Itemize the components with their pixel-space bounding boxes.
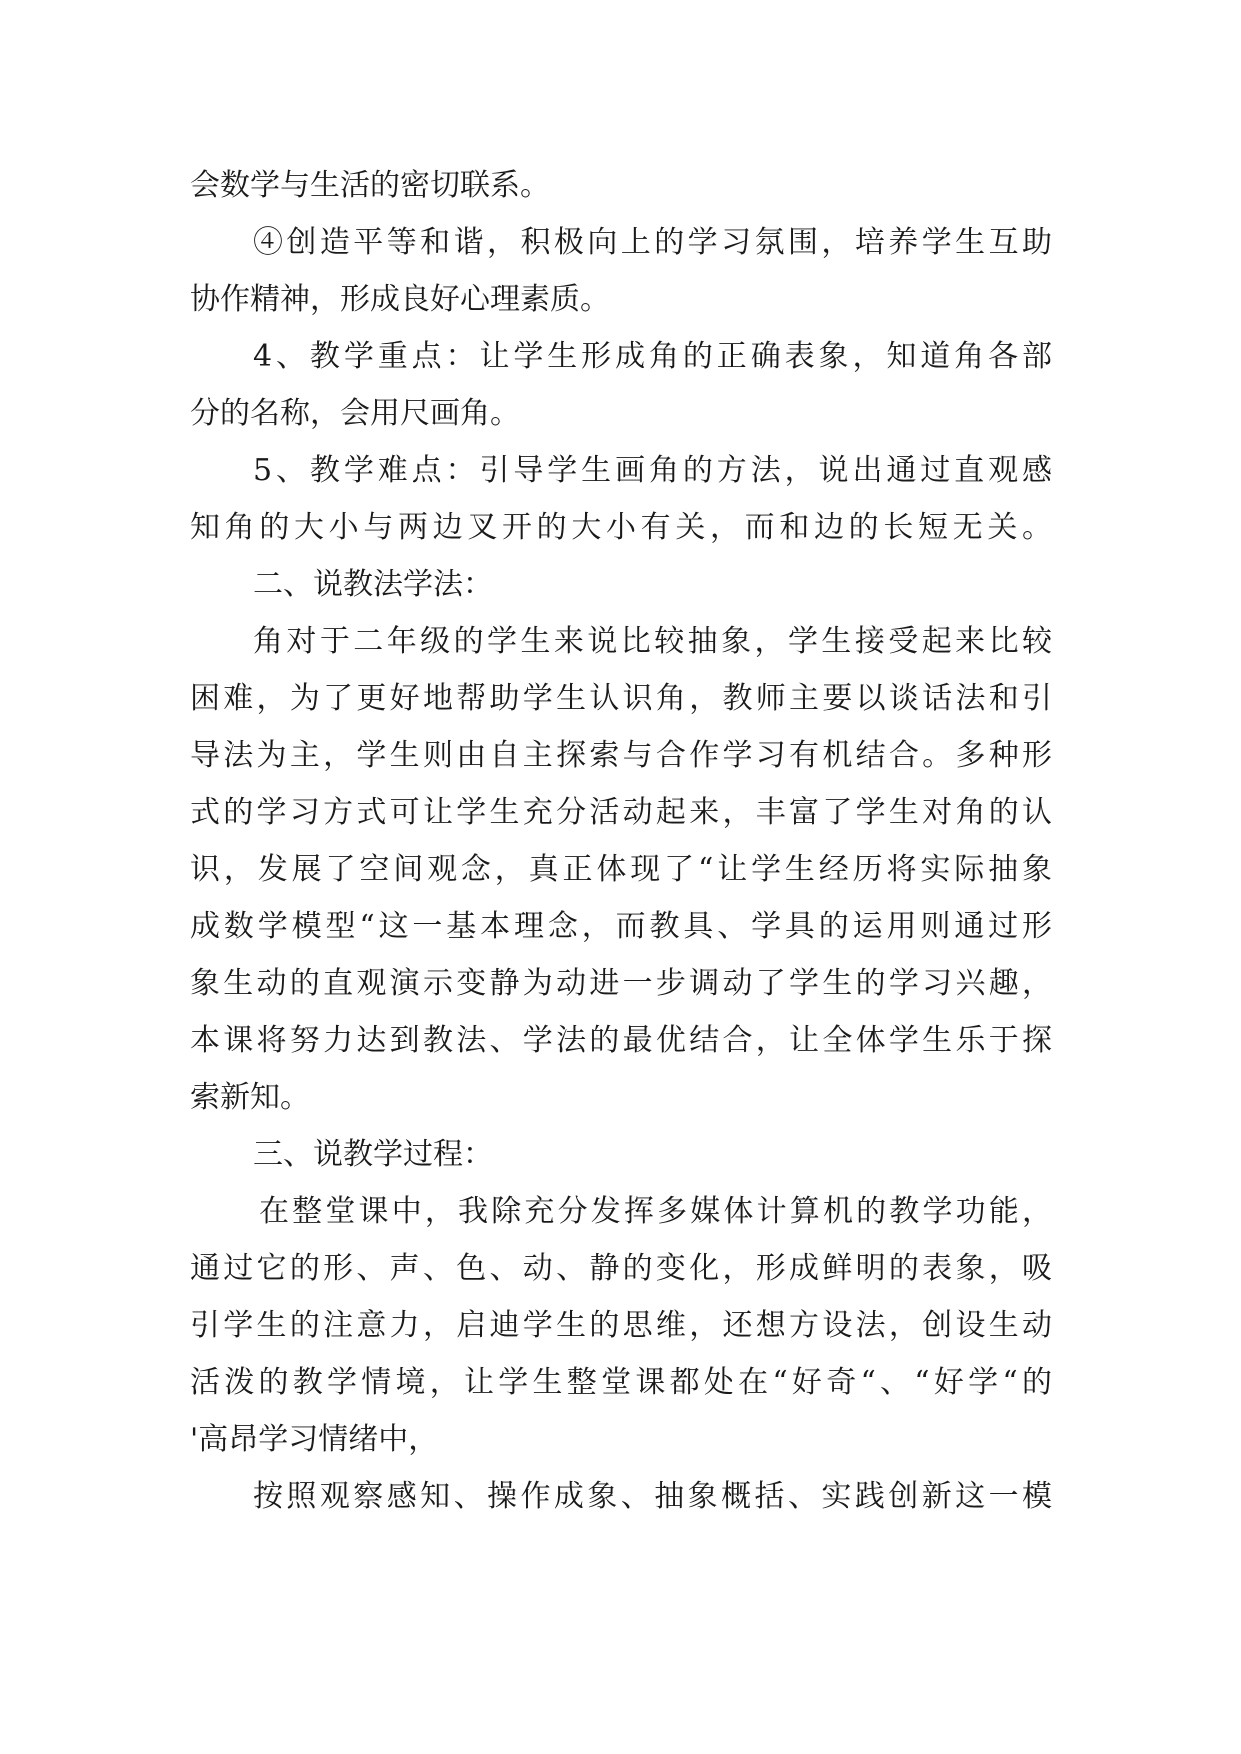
text-line: 知角的大小与两边叉开的大小有关，而和边的长短无关。 (190, 510, 1052, 545)
text-line: 索新知。 (190, 1080, 310, 1115)
text-line: 角对于二年级的学生来说比较抽象，学生接受起来比较 (253, 624, 1052, 659)
text-line: 会数学与生活的密切联系。 (190, 168, 550, 203)
text-line: 分的名称，会用尺画角。 (190, 396, 520, 431)
text-line: 在整堂课中，我除充分发挥多媒体计算机的教学功能， (259, 1194, 1052, 1229)
text-line: 4、教学重点：让学生形成角的正确表象，知道角各部 (253, 339, 1052, 374)
section-heading: 二、说教法学法： (253, 567, 493, 602)
text-line: 成数学模型“这一基本理念，而教具、学具的运用则通过形 (190, 909, 1052, 944)
text-line: '高昂学习情绪中， (190, 1422, 439, 1457)
section-heading: 三、说教学过程： (253, 1137, 493, 1172)
text-line: 引学生的注意力，启迪学生的思维，还想方设法，创设生动 (190, 1308, 1052, 1343)
text-line: 通过它的形、声、色、动、静的变化，形成鲜明的表象，吸 (190, 1251, 1052, 1286)
text-line: 困难，为了更好地帮助学生认识角，教师主要以谈话法和引 (190, 681, 1052, 716)
text-line: 按照观察感知、操作成象、抽象概括、实践创新这一模 (253, 1479, 1052, 1514)
text-line: 5、教学难点：引导学生画角的方法，说出通过直观感 (253, 453, 1052, 488)
text-line: 识，发展了空间观念，真正体现了“让学生经历将实际抽象 (190, 852, 1052, 887)
text-line: 本课将努力达到教法、学法的最优结合，让全体学生乐于探 (190, 1023, 1052, 1058)
text-line: 象生动的直观演示变静为动进一步调动了学生的学习兴趣， (190, 966, 1052, 1001)
text-line: 导法为主，学生则由自主探索与合作学习有机结合。多种形 (190, 738, 1052, 773)
text-line: 活泼的教学情境，让学生整堂课都处在“好奇“、“好学“的 (190, 1365, 1052, 1400)
text-line: 式的学习方式可让学生充分活动起来，丰富了学生对角的认 (190, 795, 1052, 830)
text-line: 协作精神，形成良好心理素质。 (190, 282, 610, 317)
text-line: ④创造平等和谐，积极向上的学习氛围，培养学生互助 (253, 225, 1052, 260)
